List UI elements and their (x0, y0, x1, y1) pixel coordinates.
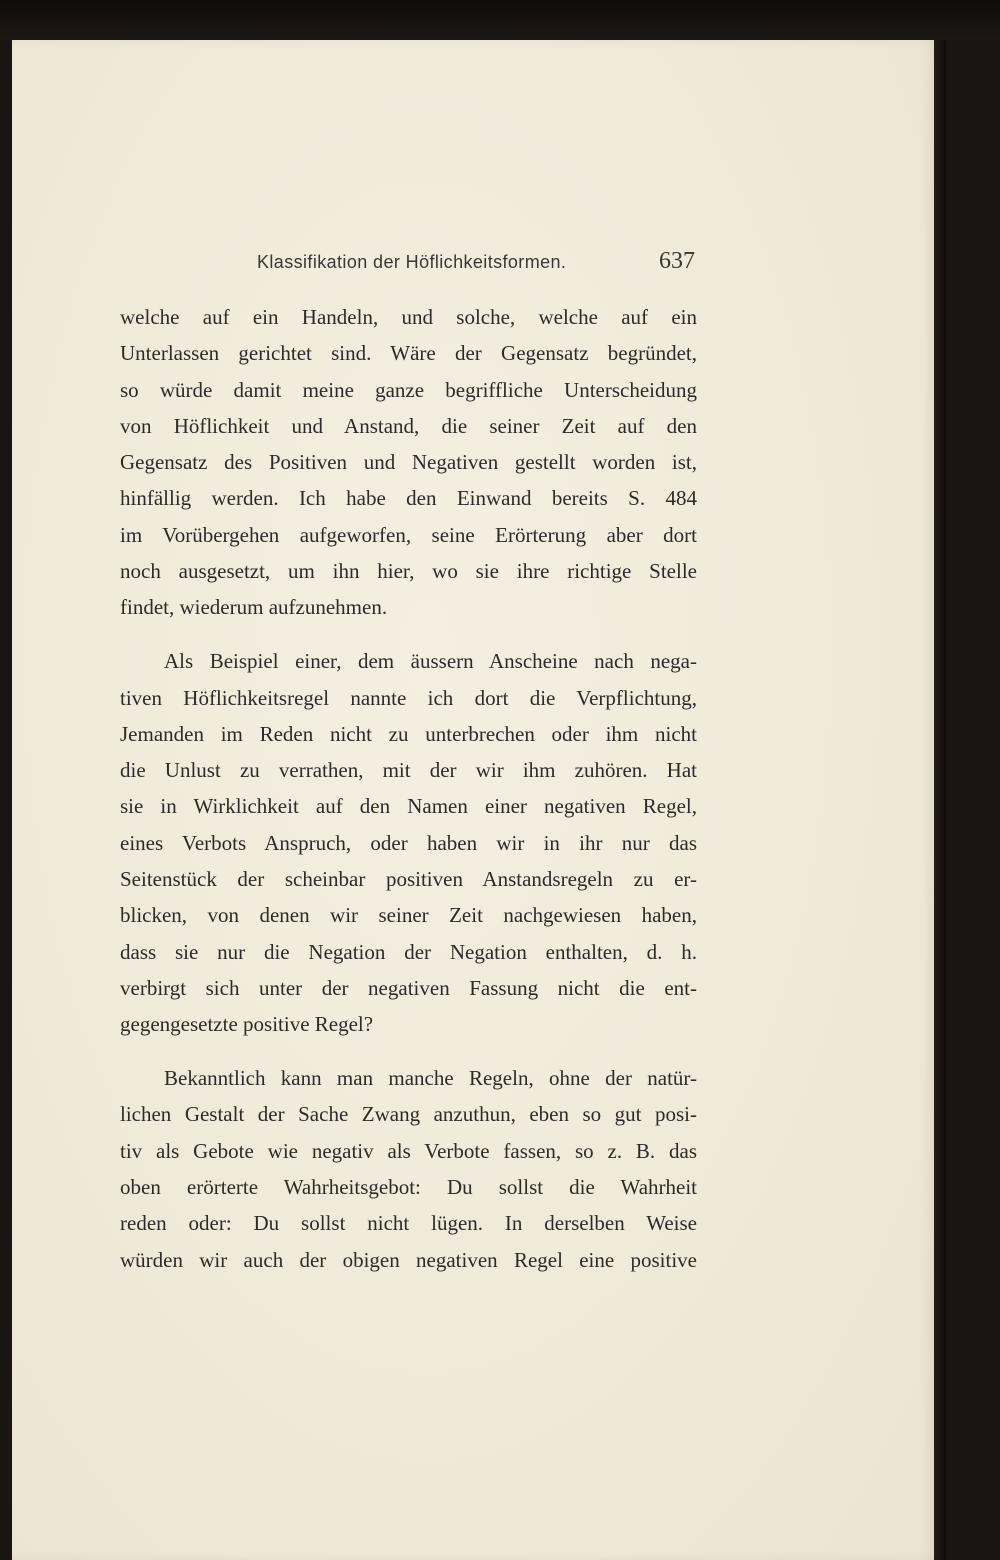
text-line: gegengesetzte positive Regel? (120, 1012, 374, 1037)
text-line: blicken, von denen wir seiner Zeit nachgewiesen haben, (120, 903, 697, 928)
page-number: 637 (659, 248, 695, 274)
text-line: würden wir auch der obigen negativen Regel eine positive (120, 1247, 697, 1272)
paragraph-3 (120, 1060, 697, 1278)
text-line: welche auf ein Handeln, und solche, welche auf ein (120, 305, 697, 329)
body-text (120, 299, 697, 1278)
text-line: die Unlust zu verrathen, mit der wir ihm zuhören. Hat (120, 758, 697, 783)
text-line: tiv als Gebote wie negativ als Verbote fassen, so z. B. das (120, 1138, 697, 1163)
text-line: so würde damit meine ganze begriffliche Unterscheidung (120, 377, 697, 402)
text-line: von Höflichkeit und Anstand, die seiner Zeit auf den (120, 413, 697, 438)
text-line: eines Verbots Anspruch, oder haben wir in ihr nur das (120, 830, 697, 855)
text-line: Bekanntlich kann man manche Regeln, ohne der natür- (164, 1066, 697, 1091)
scan-top-margin (0, 0, 1000, 40)
text-line: dass sie nur die Negation der Negation enthalten, d. h. (120, 939, 697, 964)
text-line: sie in Wirklichkeit auf den Namen einer negativen Regel, (120, 794, 697, 819)
text-line: Unterlassen gerichtet sind. Wäre der Gegensatz begründet, (120, 341, 697, 366)
page-edge-shadow (932, 40, 946, 1560)
book-page (12, 40, 934, 1560)
text-line: tiven Höflichkeitsregel nannte ich dort die Verpflichtung, (120, 685, 697, 710)
text-line: noch ausgesetzt, um ihn hier, wo sie ihre richtige Stelle (120, 559, 697, 584)
text-line: oben erörterte Wahrheitsgebot: Du sollst die Wahrheit (120, 1175, 697, 1200)
text-line: lichen Gestalt der Sache Zwang anzuthun, eben so gut posi- (120, 1102, 697, 1127)
paragraph-2 (120, 643, 697, 1042)
text-line: reden oder: Du sollst nicht lügen. In derselben Weise (120, 1211, 697, 1236)
text-line: Als Beispiel einer, dem äussern Anscheine nach nega- (164, 649, 697, 674)
text-line: findet, wiederum aufzunehmen. (120, 595, 388, 620)
text-line: hinfällig werden. Ich habe den Einwand bereits S. 484 (120, 486, 697, 511)
running-head-title: Klassifikation der Höflichkeitsformen. (257, 252, 567, 272)
paragraph-1 (120, 299, 697, 626)
text-line: Jemanden im Reden nicht zu unterbrechen oder ihm nicht (120, 721, 697, 746)
text-line: Gegensatz des Positiven und Negativen gestellt worden ist, (120, 450, 697, 475)
text-line: Seitenstück der scheinbar positiven Anstandsregeln zu er- (120, 867, 697, 892)
text-line: im Vorübergehen aufgeworfen, seine Erörterung aber dort (120, 522, 697, 547)
text-line: verbirgt sich unter der negativen Fassung nicht die ent- (120, 975, 697, 1000)
running-head (12, 248, 934, 284)
